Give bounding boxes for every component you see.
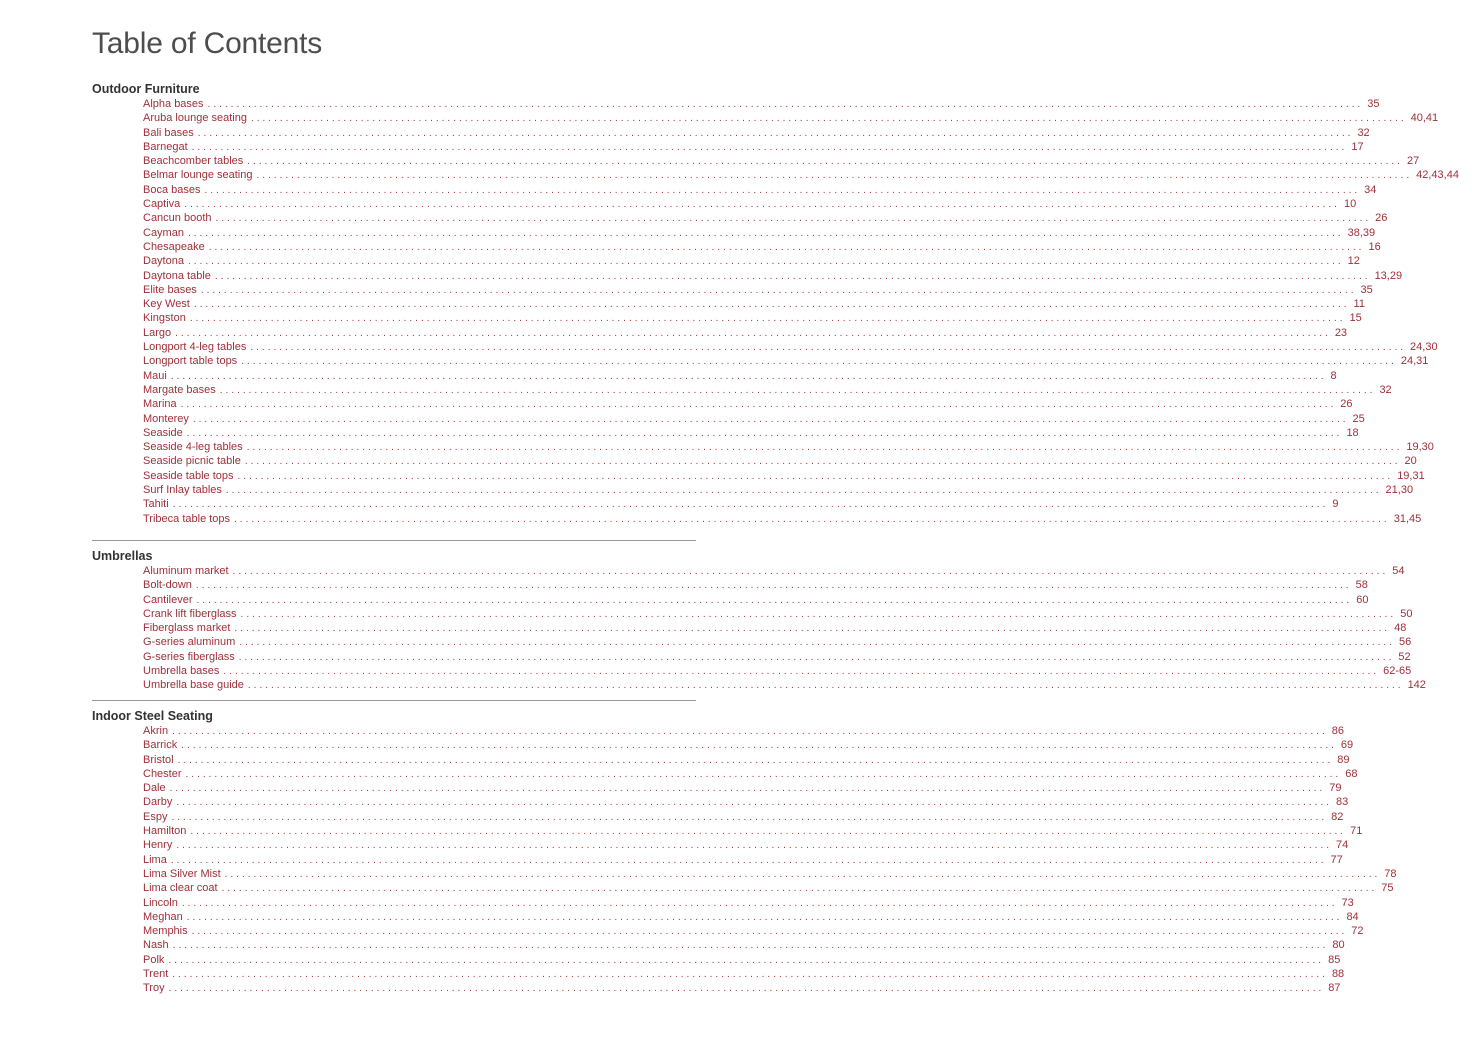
toc-entry[interactable]	[92, 967, 1345, 981]
toc-entry-page-number: 32	[1357, 126, 1370, 139]
dot-leader: ........................................................................................................................................................................................................	[239, 637, 1395, 649]
toc-entry[interactable]	[92, 981, 1341, 995]
dot-leader: ........................................................................................................................................................................................................	[247, 156, 1403, 168]
toc-entry-page-number: 38,39	[1347, 226, 1376, 239]
toc-entry[interactable]	[92, 953, 1341, 967]
toc-entry-name: Bolt-down	[143, 579, 192, 592]
dot-leader: ........................................................................................................................................................................................................	[244, 456, 1401, 468]
dot-leader: ........................................................................................................................................................................................................	[181, 897, 1338, 909]
toc-entry-page-number: 56	[1398, 636, 1412, 649]
toc-entry-page-number: 60	[1356, 593, 1369, 606]
dot-leader: ........................................................................................................................................................................................................	[200, 284, 1357, 296]
toc-entry[interactable]	[92, 724, 1344, 738]
entry-list	[92, 564, 1426, 693]
toc-entry-page-number: 35	[1360, 283, 1373, 296]
toc-entry[interactable]	[92, 512, 1422, 526]
toc-entry[interactable]	[92, 867, 1397, 881]
toc-entry[interactable]	[92, 397, 1353, 411]
dot-leader: ........................................................................................................................................................................................................	[207, 99, 1364, 110]
toc-entry-name: Bristol	[143, 753, 174, 766]
toc-entry-name: Chesapeake	[143, 240, 205, 253]
toc-entry-page-number: 35	[1367, 98, 1380, 110]
dot-leader: ........................................................................................................................................................................................................	[185, 768, 1342, 780]
toc-entry[interactable]	[92, 781, 1342, 795]
toc-entry[interactable]	[92, 910, 1359, 924]
toc-entry-page-number: 87	[1328, 982, 1341, 995]
dot-leader: ........................................................................................................................................................................................................	[176, 797, 1333, 809]
toc-entry-name: Lincoln	[143, 896, 178, 909]
toc-entry-name: Espy	[143, 810, 168, 823]
toc-entry[interactable]	[92, 412, 1365, 426]
dot-leader: ........................................................................................................................................................................................................	[225, 485, 1382, 497]
toc-entry-name: Aruba lounge seating	[143, 112, 247, 125]
entry-list	[92, 97, 1459, 526]
dot-leader: ........................................................................................................................................................................................................	[168, 954, 1325, 966]
toc-entry-page-number: 83	[1336, 796, 1349, 809]
toc-entry-name: Tribeca table tops	[143, 512, 231, 525]
toc-entry[interactable]	[92, 650, 1411, 664]
toc-entry-page-number: 11	[1353, 298, 1365, 311]
toc-entry-name: Cancun booth	[143, 212, 212, 225]
toc-entry-page-number: 69	[1340, 739, 1354, 752]
toc-entry[interactable]	[92, 853, 1343, 867]
dot-leader: ........................................................................................................................................................................................................	[172, 726, 1328, 737]
toc-entry-page-number: 52	[1398, 650, 1411, 663]
toc-entry-page-number: 50	[1400, 607, 1413, 620]
toc-entry[interactable]	[92, 226, 1376, 240]
dot-leader: ........................................................................................................................................................................................................	[223, 666, 1380, 678]
toc-entry-page-number: 23	[1334, 326, 1348, 339]
toc-entry[interactable]	[92, 838, 1349, 852]
toc-entry[interactable]	[92, 881, 1394, 895]
toc-entry-page-number: 86	[1331, 725, 1344, 737]
toc-entry-page-number: 19,30	[1406, 441, 1434, 454]
dot-leader: ........................................................................................................................................................................................................	[208, 241, 1365, 253]
toc-entry[interactable]	[92, 469, 1425, 483]
dot-leader: ........................................................................................................................................................................................................	[168, 983, 1325, 995]
toc-entry-page-number: 12	[1347, 255, 1360, 268]
dot-leader: ........................................................................................................................................................................................................	[180, 399, 1337, 411]
toc-entry[interactable]	[92, 664, 1412, 678]
toc-entry-page-number: 8	[1330, 369, 1337, 382]
toc-entry[interactable]	[92, 140, 1364, 154]
dot-leader: ........................................................................................................................................................................................................	[187, 256, 1344, 268]
toc-entry-name: Margate bases	[143, 383, 216, 396]
dot-leader: ........................................................................................................................................................................................................	[247, 680, 1404, 692]
toc-entry-page-number: 73	[1341, 896, 1354, 909]
dot-leader: ........................................................................................................................................................................................................	[246, 442, 1403, 454]
toc-entry[interactable]	[92, 795, 1349, 809]
dot-leader: ........................................................................................................................................................................................................	[172, 969, 1328, 981]
dot-leader: ........................................................................................................................................................................................................	[181, 740, 1337, 752]
toc-entry[interactable]	[92, 311, 1362, 325]
section-divider	[92, 700, 696, 701]
toc-entry-page-number: 32	[1379, 383, 1392, 396]
dot-leader: ........................................................................................................................................................................................................	[196, 594, 1353, 606]
toc-entry-name: Cayman	[143, 226, 184, 239]
toc-entry[interactable]	[92, 564, 1405, 578]
dot-leader: ........................................................................................................................................................................................................	[172, 499, 1329, 511]
toc-entry-page-number: 75	[1381, 882, 1394, 895]
toc-entry[interactable]	[92, 168, 1459, 182]
toc-entry[interactable]	[92, 753, 1350, 767]
toc-entry[interactable]	[92, 254, 1360, 268]
toc-entry[interactable]	[92, 810, 1344, 824]
toc-entry-page-number: 24,31	[1400, 355, 1429, 368]
dot-leader: ........................................................................................................................................................................................................	[204, 184, 1361, 196]
toc-entry-name: Marina	[143, 398, 177, 411]
toc-entry-page-number: 82	[1331, 810, 1344, 823]
dot-leader: ........................................................................................................................................................................................................	[170, 370, 1327, 382]
toc-entry[interactable]	[92, 607, 1413, 621]
toc-entry[interactable]	[92, 240, 1381, 254]
toc-entry[interactable]	[92, 154, 1420, 168]
toc-entry[interactable]	[92, 767, 1358, 781]
toc-entry[interactable]	[92, 483, 1414, 497]
toc-entry-page-number: 88	[1331, 968, 1345, 981]
toc-entry-name: Longport table tops	[143, 355, 238, 368]
toc-entry-name: Belmar lounge seating	[143, 169, 253, 182]
toc-entry-page-number: 42,43,44	[1416, 169, 1459, 182]
toc-entry[interactable]	[92, 938, 1345, 952]
toc-entry[interactable]	[92, 426, 1359, 440]
toc-entry[interactable]	[92, 440, 1434, 454]
toc-entry-page-number: 48	[1394, 622, 1407, 635]
dot-leader: ........................................................................................................................................................................................................	[177, 754, 1334, 766]
toc-entry-name: Kingston	[143, 312, 186, 325]
toc-entry-name: Maui	[143, 369, 167, 382]
toc-entry-page-number: 10	[1343, 198, 1357, 211]
toc-entry[interactable]	[92, 326, 1348, 340]
toc-entry-name: Barnegat	[143, 140, 188, 153]
toc-entry[interactable]	[92, 635, 1412, 649]
toc-entry-name: Monterey	[143, 412, 189, 425]
dot-leader: ........................................................................................................................................................................................................	[175, 327, 1331, 339]
dot-leader: ........................................................................................................................................................................................................	[250, 113, 1407, 125]
toc-entry-page-number: 34	[1364, 183, 1377, 196]
section-heading: Umbrellas	[92, 549, 153, 563]
toc-entry-name: Lima Silver Mist	[143, 867, 221, 880]
toc-entry-page-number: 18	[1346, 426, 1359, 439]
toc-entry-page-number: 16	[1368, 240, 1381, 253]
dot-leader: ........................................................................................................................................................................................................	[237, 470, 1394, 482]
toc-entry-page-number: 84	[1346, 910, 1359, 923]
toc-entry-name: G-series aluminum	[143, 636, 236, 649]
toc-entry-page-number: 19,31	[1397, 469, 1425, 482]
dot-leader: ........................................................................................................................................................................................................	[193, 299, 1350, 311]
toc-entry-name: Beachcomber tables	[143, 155, 244, 168]
toc-entry[interactable]	[92, 97, 1380, 111]
toc-entry[interactable]	[92, 126, 1370, 140]
toc-entry-page-number: 89	[1337, 753, 1350, 766]
toc-entry-page-number: 142	[1407, 679, 1426, 692]
toc-entry-page-number: 24,30	[1410, 341, 1438, 354]
toc-entry-name: Lima clear coat	[143, 882, 218, 895]
toc-entry[interactable]	[92, 211, 1388, 225]
dot-leader: ........................................................................................................................................................................................................	[192, 413, 1349, 425]
toc-entry-name: Lima	[143, 853, 167, 866]
section-indoor-steel-seating	[92, 708, 1397, 996]
dot-leader: ........................................................................................................................................................................................................	[232, 566, 1389, 577]
dot-leader: ........................................................................................................................................................................................................	[187, 227, 1344, 239]
toc-entry-page-number: 25	[1352, 412, 1365, 425]
dot-leader: ........................................................................................................................................................................................................	[241, 356, 1397, 368]
toc-entry-name: Meghan	[143, 910, 183, 923]
toc-entry-name: Elite bases	[143, 283, 197, 296]
toc-entry-page-number: 62-65	[1383, 665, 1412, 678]
toc-entry[interactable]	[92, 593, 1369, 607]
toc-entry[interactable]	[92, 924, 1364, 938]
dot-leader: ........................................................................................................................................................................................................	[224, 868, 1381, 880]
toc-entry[interactable]	[92, 197, 1357, 211]
toc-entry-name: Largo	[143, 326, 172, 339]
dot-leader: ........................................................................................................................................................................................................	[234, 623, 1391, 635]
dot-leader: ........................................................................................................................................................................................................	[186, 911, 1343, 923]
toc-entry-name: Hamilton	[143, 825, 187, 838]
toc-entry-name: Aluminum market	[143, 565, 229, 577]
toc-entry[interactable]	[92, 297, 1365, 311]
toc-entry-name: Daytona table	[143, 269, 211, 282]
toc-entry-name: Longport 4-leg tables	[143, 341, 247, 354]
dot-leader: ........................................................................................................................................................................................................	[169, 783, 1326, 795]
toc-entry-name: Memphis	[143, 925, 188, 938]
toc-entry-page-number: 58	[1355, 579, 1368, 592]
toc-entry-name: Crank lift fiberglass	[143, 607, 237, 620]
dot-leader: ........................................................................................................................................................................................................	[176, 840, 1333, 852]
toc-entry-name: Nash	[143, 939, 169, 952]
toc-entry-page-number: 13,29	[1374, 269, 1403, 282]
section-umbrellas	[92, 548, 1426, 693]
dot-leader: ........................................................................................................................................................................................................	[190, 826, 1347, 838]
toc-entry-name: Seaside	[143, 426, 183, 439]
toc-entry-name: Boca bases	[143, 183, 201, 196]
toc-entry-page-number: 17	[1351, 140, 1364, 153]
dot-leader: ........................................................................................................................................................................................................	[184, 199, 1340, 211]
toc-entry-page-number: 72	[1351, 925, 1364, 938]
dot-leader: ........................................................................................................................................................................................................	[238, 651, 1395, 663]
toc-entry-name: Polk	[143, 953, 165, 966]
toc-entry-name: Tahiti	[143, 498, 169, 511]
dot-leader: ........................................................................................................................................................................................................	[186, 427, 1343, 439]
toc-entry-name: Captiva	[143, 198, 181, 211]
toc-entry[interactable]	[92, 183, 1377, 197]
dot-leader: ........................................................................................................................................................................................................	[170, 854, 1327, 866]
toc-entry-name: Trent	[143, 968, 169, 981]
toc-entry[interactable]	[92, 454, 1417, 468]
toc-entry[interactable]	[92, 497, 1339, 511]
dot-leader: ........................................................................................................................................................................................................	[221, 883, 1378, 895]
toc-entry-page-number: 71	[1350, 825, 1363, 838]
toc-entry-page-number: 85	[1328, 953, 1341, 966]
toc-entry[interactable]	[92, 896, 1354, 910]
toc-entry-page-number: 27	[1406, 155, 1420, 168]
toc-entry[interactable]	[92, 824, 1363, 838]
toc-entry[interactable]	[92, 269, 1403, 283]
page-title: Table of Contents	[92, 27, 323, 60]
section-heading: Indoor Steel Seating	[92, 709, 213, 723]
toc-entry-name: Dale	[143, 782, 166, 795]
toc-entry-page-number: 80	[1332, 939, 1345, 952]
section-outdoor-furniture	[92, 81, 1459, 526]
toc-entry[interactable]	[92, 578, 1368, 592]
toc-entry-page-number: 77	[1330, 853, 1343, 866]
entry-list	[92, 724, 1397, 996]
toc-entry-page-number: 54	[1392, 565, 1405, 577]
toc-entry[interactable]	[92, 283, 1373, 297]
toc-entry[interactable]	[92, 354, 1429, 368]
toc-entry-name: Umbrella base guide	[143, 679, 244, 692]
dot-leader: ........................................................................................................................................................................................................	[189, 313, 1346, 325]
toc-entry[interactable]	[92, 678, 1426, 692]
dot-leader: ........................................................................................................................................................................................................	[171, 811, 1328, 823]
toc-entry[interactable]	[92, 621, 1407, 635]
dot-leader: ........................................................................................................................................................................................................	[191, 926, 1348, 938]
toc-entry[interactable]	[92, 738, 1354, 752]
toc-entry-name: Chester	[143, 767, 182, 780]
dot-leader: ........................................................................................................................................................................................................	[240, 608, 1397, 620]
toc-entry-name: Daytona	[143, 255, 184, 268]
dot-leader: ........................................................................................................................................................................................................	[250, 342, 1407, 354]
section-heading: Outdoor Furniture	[92, 82, 200, 96]
dot-leader: ........................................................................................................................................................................................................	[214, 270, 1371, 282]
toc-entry-page-number: 15	[1349, 312, 1362, 325]
toc-entry-name: Cantilever	[143, 593, 193, 606]
toc-entry-page-number: 79	[1329, 782, 1342, 795]
toc-entry-page-number: 20	[1404, 455, 1417, 468]
dot-leader: ........................................................................................................................................................................................................	[195, 580, 1352, 592]
toc-entry-name: Barrick	[143, 739, 178, 752]
dot-leader: ........................................................................................................................................................................................................	[197, 127, 1354, 139]
toc-entry-name: Henry	[143, 839, 173, 852]
dot-leader: ........................................................................................................................................................................................................	[215, 213, 1372, 225]
dot-leader: ........................................................................................................................................................................................................	[191, 141, 1348, 153]
dot-leader: ........................................................................................................................................................................................................	[219, 384, 1376, 396]
dot-leader: ........................................................................................................................................................................................................	[256, 170, 1413, 182]
toc-entry-page-number: 26	[1340, 398, 1353, 411]
toc-entry-name: Umbrella bases	[143, 665, 220, 678]
toc-entry[interactable]	[92, 369, 1337, 383]
toc-entry-name: Seaside picnic table	[143, 455, 241, 468]
toc-entry-page-number: 26	[1375, 212, 1388, 225]
toc-entry[interactable]	[92, 383, 1392, 397]
toc-entry-name: Alpha bases	[143, 98, 204, 110]
toc-entry-page-number: 68	[1345, 767, 1358, 780]
toc-entry-name: Seaside table tops	[143, 469, 234, 482]
dot-leader: ........................................................................................................................................................................................................	[234, 513, 1390, 525]
toc-entry-name: Fiberglass market	[143, 622, 231, 635]
toc-entry[interactable]	[92, 340, 1438, 354]
toc-entry-name: Key West	[143, 298, 190, 311]
toc-entry-page-number: 78	[1384, 867, 1397, 880]
toc-entry-page-number: 40,41	[1410, 112, 1439, 125]
toc-entry-page-number: 74	[1336, 839, 1349, 852]
dot-leader: ........................................................................................................................................................................................................	[172, 940, 1329, 952]
toc-entry-page-number: 9	[1332, 498, 1339, 511]
section-divider	[92, 540, 696, 541]
toc-entry-page-number: 31,45	[1393, 512, 1422, 525]
toc-entry-name: Seaside 4-leg tables	[143, 441, 243, 454]
toc-entry-name: Akrin	[143, 725, 169, 737]
toc-entry-page-number: 21,30	[1385, 484, 1414, 497]
toc-entry-name: Bali bases	[143, 126, 194, 139]
toc-entry[interactable]	[92, 111, 1439, 125]
toc-entry-name: Surf Inlay tables	[143, 484, 222, 497]
toc-entry-name: G-series fiberglass	[143, 650, 235, 663]
toc-entry-name: Darby	[143, 796, 173, 809]
toc-entry-name: Troy	[143, 982, 165, 995]
